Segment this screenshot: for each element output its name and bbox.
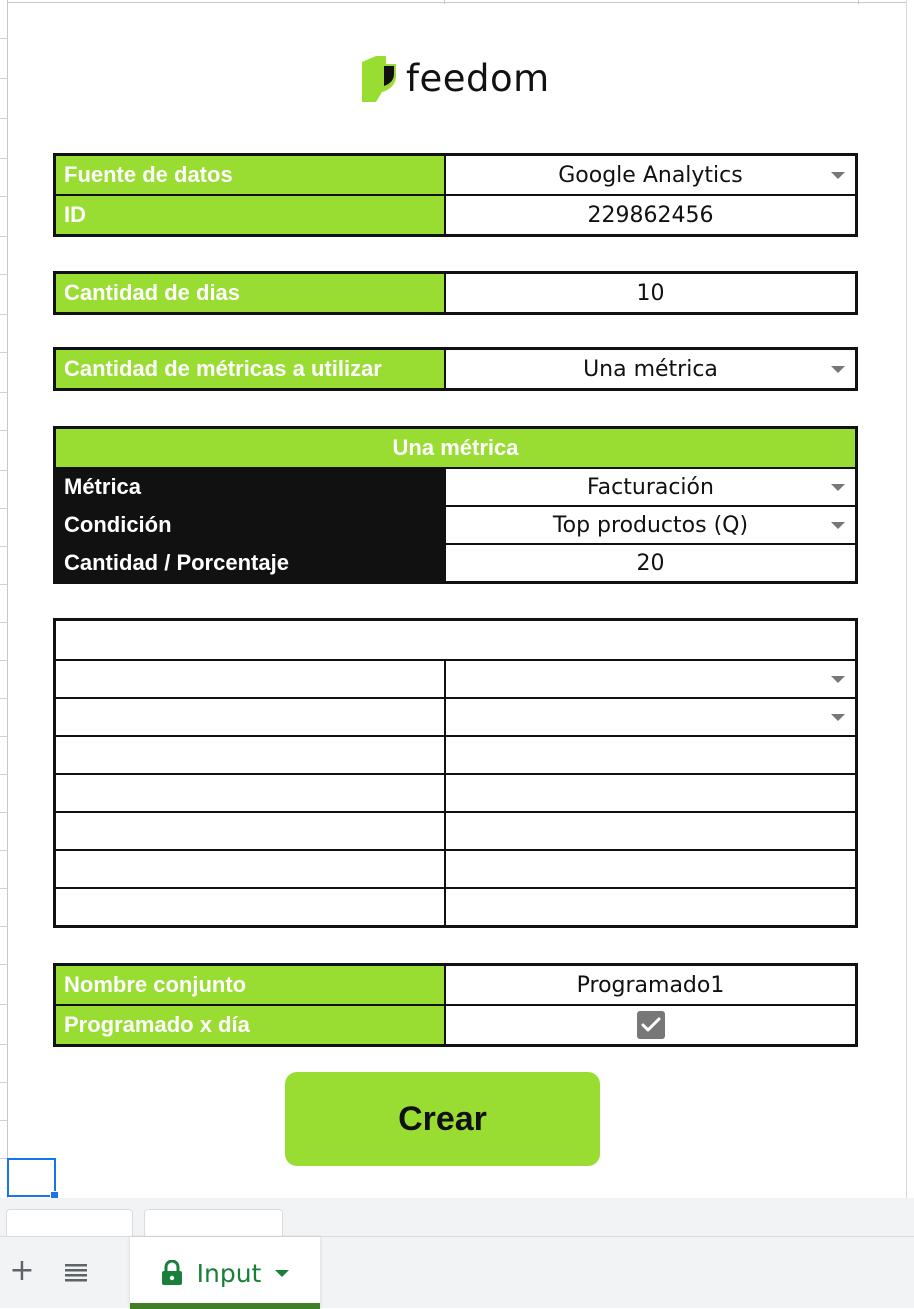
empty-row bbox=[56, 661, 855, 697]
fuente-label: Fuente de datos bbox=[56, 156, 444, 194]
tab-input[interactable] bbox=[130, 1237, 320, 1309]
row-line bbox=[0, 392, 8, 393]
top-border bbox=[0, 0, 914, 3]
row-line bbox=[0, 78, 8, 79]
id-cell[interactable] bbox=[446, 196, 855, 234]
scrollbar-segment[interactable] bbox=[144, 1209, 283, 1239]
fill-handle[interactable] bbox=[50, 1191, 59, 1198]
row-line bbox=[0, 236, 8, 237]
row-nombre-conjunto bbox=[56, 966, 855, 1004]
metrics-count-table bbox=[53, 347, 858, 391]
empty-cell[interactable] bbox=[56, 661, 444, 697]
empty-row bbox=[56, 813, 855, 849]
row-fuente-de-datos bbox=[56, 156, 855, 194]
row-line bbox=[0, 660, 8, 661]
empty-row bbox=[56, 737, 855, 773]
condicion-label: Condición bbox=[56, 507, 444, 543]
id-value: 229862456 bbox=[587, 202, 714, 228]
row-line bbox=[0, 926, 8, 927]
metrica-value: Facturación bbox=[587, 474, 714, 500]
row-id bbox=[56, 196, 855, 234]
empty-cell[interactable] bbox=[56, 699, 444, 735]
empty-table bbox=[53, 618, 858, 928]
empty-cell[interactable] bbox=[446, 737, 855, 773]
cantidad-value: 20 bbox=[636, 550, 665, 576]
empty-cell[interactable] bbox=[56, 737, 444, 773]
row-line bbox=[0, 546, 8, 547]
crear-button[interactable]: Crear bbox=[285, 1072, 600, 1166]
row-programado bbox=[56, 1006, 855, 1044]
empty-cell[interactable] bbox=[56, 889, 444, 925]
metricas-label: Cantidad de métricas a utilizar bbox=[56, 350, 444, 388]
chevron-down-icon[interactable] bbox=[831, 676, 845, 683]
row-line bbox=[0, 888, 8, 889]
fuente-dropdown[interactable] bbox=[446, 156, 855, 194]
row-line bbox=[0, 774, 8, 775]
metrica-label: Métrica bbox=[56, 469, 444, 505]
caret-down-icon[interactable] bbox=[275, 1270, 289, 1277]
scrollbar-segment[interactable] bbox=[6, 1209, 133, 1239]
row-line bbox=[0, 1004, 8, 1005]
row-line bbox=[0, 430, 8, 431]
nombre-cell[interactable] bbox=[446, 966, 855, 1004]
row-line bbox=[0, 196, 8, 197]
row-line bbox=[0, 698, 8, 699]
active-tab-indicator bbox=[130, 1303, 320, 1309]
list-icon[interactable] bbox=[62, 1259, 90, 1287]
row-line bbox=[0, 508, 8, 509]
empty-table-header[interactable] bbox=[56, 621, 855, 659]
condicion-dropdown[interactable] bbox=[446, 507, 855, 543]
chevron-down-icon[interactable] bbox=[831, 714, 845, 721]
row-line bbox=[0, 1044, 8, 1045]
logo-wordmark: feedom bbox=[406, 57, 550, 100]
horizontal-scroll-area bbox=[0, 1198, 914, 1236]
row-line bbox=[0, 38, 8, 39]
row-line bbox=[0, 584, 8, 585]
tab-input-label: Input bbox=[196, 1258, 262, 1288]
days-table bbox=[53, 271, 858, 315]
dias-value: 10 bbox=[636, 280, 665, 306]
nombre-value: Programado1 bbox=[576, 972, 725, 998]
empty-cell[interactable] bbox=[56, 851, 444, 887]
empty-cell[interactable] bbox=[446, 851, 855, 887]
row-cantidad-dias bbox=[56, 274, 855, 312]
dias-label: Cantidad de dias bbox=[56, 274, 444, 312]
empty-cell[interactable] bbox=[56, 775, 444, 811]
empty-cell[interactable] bbox=[56, 813, 444, 849]
check-icon bbox=[641, 1017, 661, 1033]
row-cantidad-metricas bbox=[56, 350, 855, 388]
conjunto-table bbox=[53, 963, 858, 1047]
condicion-value: Top productos (Q) bbox=[552, 512, 749, 538]
empty-row bbox=[56, 775, 855, 811]
empty-cell[interactable] bbox=[446, 813, 855, 849]
feedom-logo bbox=[362, 56, 550, 102]
metricas-dropdown[interactable] bbox=[446, 350, 855, 388]
lock-icon bbox=[161, 1260, 183, 1286]
empty-dropdown[interactable] bbox=[446, 661, 855, 697]
row-line bbox=[0, 622, 8, 623]
cantidad-label: Cantidad / Porcentaje bbox=[56, 545, 444, 581]
chevron-down-icon[interactable] bbox=[831, 172, 845, 179]
metrica-dropdown[interactable] bbox=[446, 469, 855, 505]
row-cantidad-porcentaje bbox=[56, 545, 855, 581]
chevron-down-icon[interactable] bbox=[831, 484, 845, 491]
row-line bbox=[0, 352, 8, 353]
row-line bbox=[0, 118, 8, 119]
empty-row bbox=[56, 889, 855, 925]
empty-row bbox=[56, 699, 855, 735]
row-line bbox=[0, 1082, 8, 1083]
nombre-label: Nombre conjunto bbox=[56, 966, 444, 1004]
row-line bbox=[0, 964, 8, 965]
feedom-logo-icon bbox=[362, 56, 396, 102]
row-line bbox=[0, 736, 8, 737]
row-line bbox=[0, 314, 8, 315]
source-table bbox=[53, 153, 858, 237]
add-icon[interactable]: + bbox=[9, 1253, 35, 1288]
chevron-down-icon[interactable] bbox=[831, 522, 845, 529]
empty-cell[interactable] bbox=[446, 889, 855, 925]
right-gutter bbox=[906, 0, 914, 1198]
row-line bbox=[0, 850, 8, 851]
chevron-down-icon[interactable] bbox=[831, 366, 845, 373]
programado-label: Programado x día bbox=[56, 1006, 444, 1044]
row-metrica bbox=[56, 469, 855, 505]
empty-dropdown[interactable] bbox=[446, 699, 855, 735]
row-line bbox=[0, 158, 8, 159]
programado-checkbox[interactable] bbox=[637, 1011, 665, 1039]
empty-row bbox=[56, 851, 855, 887]
row-line bbox=[0, 812, 8, 813]
cantidad-cell[interactable] bbox=[446, 545, 855, 581]
fuente-value: Google Analytics bbox=[558, 162, 743, 188]
dias-cell[interactable] bbox=[446, 274, 855, 312]
column-tick bbox=[858, 0, 859, 4]
empty-cell[interactable] bbox=[446, 775, 855, 811]
metricas-value: Una métrica bbox=[583, 356, 718, 382]
column-tick bbox=[444, 0, 445, 4]
sheet-tab-bar bbox=[0, 1236, 914, 1308]
row-line bbox=[0, 274, 8, 275]
row-line bbox=[0, 470, 8, 471]
row-line bbox=[0, 1120, 8, 1121]
row-condicion bbox=[56, 507, 855, 543]
selected-cell[interactable] bbox=[7, 1158, 56, 1197]
row-gutter bbox=[0, 0, 8, 1198]
una-metrica-header: Una métrica bbox=[56, 429, 855, 467]
id-label: ID bbox=[56, 196, 444, 234]
una-metrica-table bbox=[53, 426, 858, 584]
programado-cell bbox=[446, 1006, 855, 1044]
